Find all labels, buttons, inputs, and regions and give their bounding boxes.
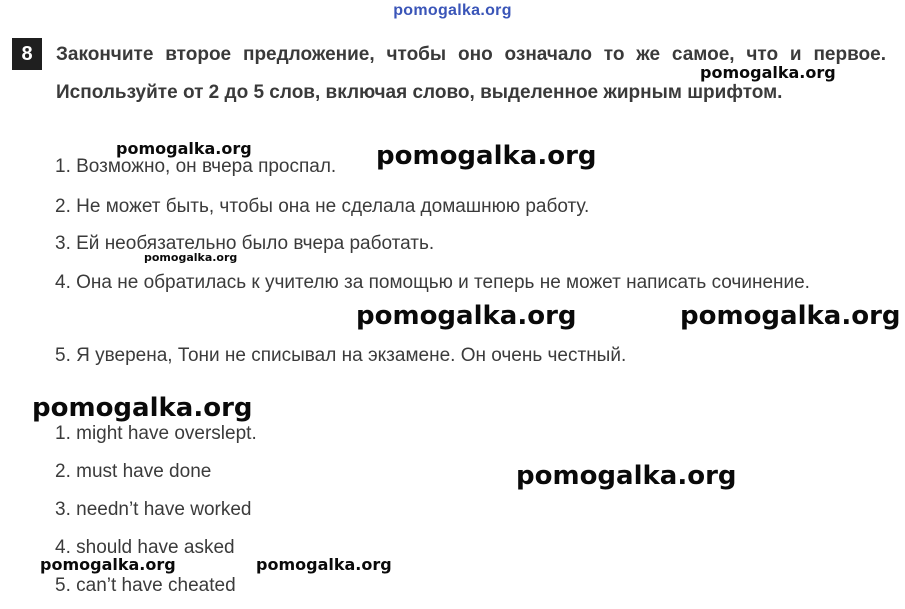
sentence-item: 3. Ей необязательно было вчера работать. [55,233,435,254]
sentence-item-4 [55,264,887,302]
exercise-number-badge: 8 [12,38,42,70]
watermark: pomogalka.org [32,393,253,423]
watermark: pomogalka.org [680,301,901,331]
watermark: pomogalka.org [356,301,577,331]
sentence-item: 2. Не может быть, чтобы она не сделала домашнюю работу. [55,196,590,217]
watermark: pomogalka.org [144,251,238,264]
header-watermark: pomogalka.org [393,2,512,19]
sentence-item: 1. Возможно, он вчера проспал. [55,156,337,177]
answer-item: 4. should have asked [55,537,235,558]
sentence-text: Она не обратилась к учителю за помощью и теперь не может написать сочинение. [76,272,810,293]
answer-item: 1. might have overslept. [55,423,257,444]
watermark: pomogalka.org [376,141,597,171]
sentence-item: 5. Я уверена, Тони не списывал на экзамене. Он очень честный. [55,345,627,366]
watermark: pomogalka.org [116,139,252,158]
answer-item: 5. can’t have cheated [55,575,236,596]
watermark: pomogalka.org [40,555,176,574]
sentence-number: 4. [55,272,71,293]
answer-item: 3. needn’t have worked [55,499,252,520]
watermark: pomogalka.org [256,555,392,574]
answer-item: 2. must have done [55,461,212,482]
watermark: pomogalka.org [700,63,836,82]
exercise-instruction: Закончите второе предложение, чтобы оно означало то же самое, что и первое. Используйте от 2 до 5 слов, включая слово, выделенное жирным шрифтом. [56,44,886,103]
watermark: pomogalka.org [516,461,737,491]
